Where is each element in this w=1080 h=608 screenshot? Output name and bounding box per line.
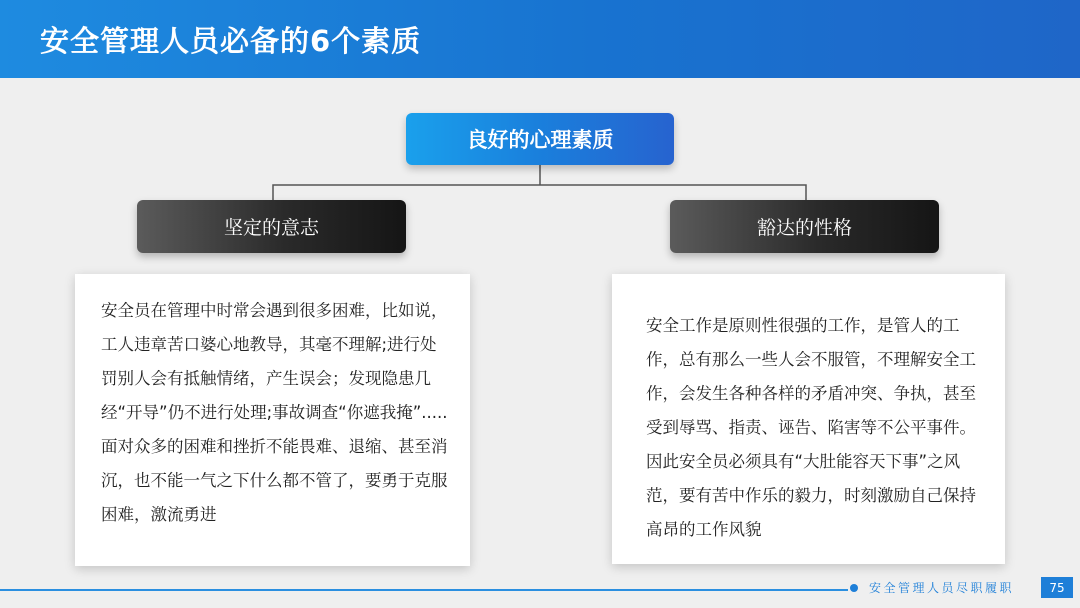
branch-node-willpower — [137, 200, 406, 253]
footer-dot-icon — [850, 584, 858, 592]
root-node — [406, 113, 674, 165]
branch-node-personality — [670, 200, 939, 253]
footer-caption: 安全管理人员尽职履职 — [869, 581, 1015, 595]
card-paragraph: 安全员在管理中时常会遇到很多困难，比如说，工人违章苦口婆心地教导，其毫不理解;进行处罚别人会有抵触情绪，产生误会；发现隐患几经“开导”仍不进行处理;事故调查“你遮我掩”..... — [101, 301, 448, 422]
text-card-willpower — [75, 274, 470, 566]
branch-node-label: 坚定的意志 — [223, 217, 319, 239]
text-card-personality — [612, 274, 1005, 564]
card-paragraph: 面对众多的困难和挫折不能畏难、退缩、甚至消沉，也不能一气之下什么都不管了，要勇于克服困难，激流勇进 — [101, 437, 448, 524]
root-node-label: 良好的心理素质 — [466, 128, 614, 152]
footer-divider — [0, 589, 848, 591]
card-paragraph: 安全工作是原则性很强的工作，是管人的工作，总有那么一些人会不服管，不理解安全工作，会发生各种各样的矛盾冲突、争执，甚至受到辱骂、指责、诬告、陷害等不公平事件。因此安全员必须具有“大肚能容天下事”之风范，要有苦中作乐的毅力，时刻激励自己保持高昂的工作风貌 — [646, 316, 976, 539]
page-title: 安全管理人员必备的6个素质 — [40, 24, 422, 58]
branch-node-label: 豁达的性格 — [756, 217, 852, 239]
page-number: 75 — [1041, 577, 1073, 598]
